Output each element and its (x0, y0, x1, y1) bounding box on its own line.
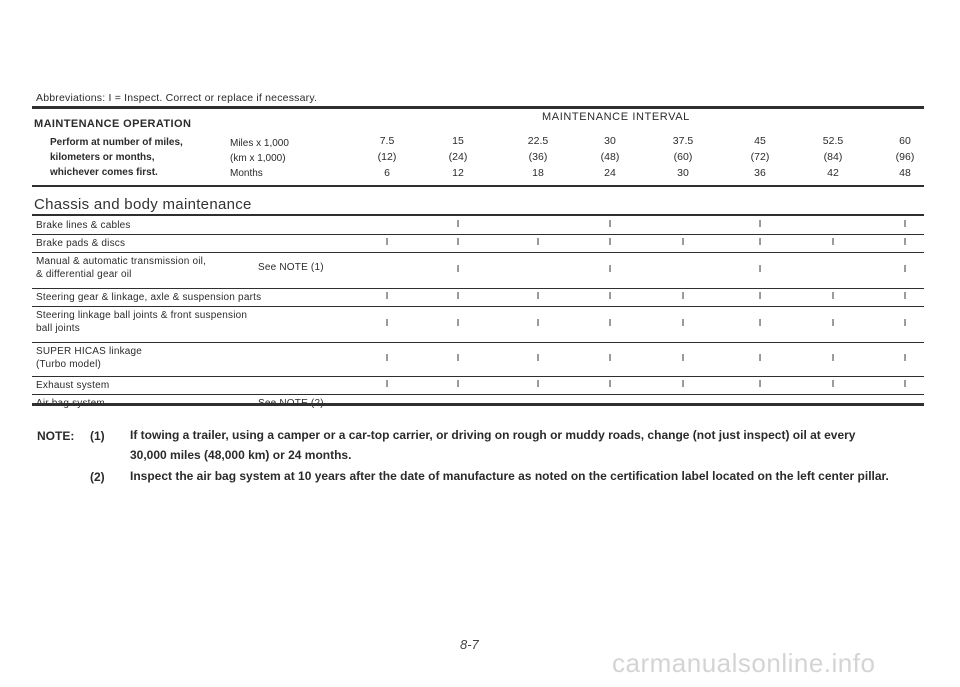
interval-months: 30 (677, 167, 689, 179)
inspect-mark: I (536, 379, 540, 390)
inspect-mark: I (456, 237, 460, 248)
row-divider (32, 306, 924, 307)
inspect-mark: I (758, 379, 762, 390)
perform-line: kilometers or months, (50, 152, 155, 163)
inspect-mark: I (608, 318, 612, 329)
inspect-mark: I (903, 353, 907, 364)
table-row-label (36, 255, 206, 281)
interval-months: 24 (604, 167, 616, 179)
inspect-mark: I (831, 291, 835, 302)
interval-months: 6 (384, 167, 390, 179)
inspect-mark: I (681, 379, 685, 390)
table-row-label (36, 309, 247, 335)
inspect-mark: I (681, 353, 685, 364)
interval-km: (84) (823, 151, 843, 163)
page-number: 8-7 (460, 637, 479, 652)
note-text: Inspect the air bag system at 10 years after the date of manufacture as noted on the certification label located on the left center pillar. (130, 469, 889, 483)
section-rule (32, 214, 924, 216)
interval-months: 36 (754, 167, 766, 179)
interval-miles: 52.5 (822, 135, 844, 147)
table-row-label (36, 219, 131, 232)
interval-km: (72) (750, 151, 770, 163)
section-title: Chassis and body maintenance (34, 196, 252, 213)
inspect-mark: I (608, 379, 612, 390)
row-label-line: & differential gear oil (36, 269, 132, 280)
unit-months: Months (230, 168, 263, 179)
inspect-mark: I (456, 318, 460, 329)
inspect-mark: I (385, 318, 389, 329)
interval-miles: 15 (452, 135, 464, 147)
inspect-mark: I (536, 318, 540, 329)
inspect-mark: I (456, 379, 460, 390)
row-divider (32, 342, 924, 343)
unit-miles: Miles x 1,000 (230, 138, 289, 149)
interval-miles: 60 (899, 135, 911, 147)
header-rule (32, 185, 924, 187)
interval-miles: 30 (604, 135, 616, 147)
abbreviations-legend: Abbreviations: I = Inspect. Correct or replace if necessary. (36, 92, 318, 104)
interval-months: 18 (532, 167, 544, 179)
interval-miles: 45 (754, 135, 766, 147)
inspect-mark: I (456, 219, 460, 230)
row-label-line: (Turbo model) (36, 359, 102, 370)
inspect-mark: I (831, 379, 835, 390)
inspect-mark: I (608, 219, 612, 230)
row-label-line: ball joints (36, 323, 80, 334)
interval-months: 48 (899, 167, 911, 179)
row-label-line: SUPER HICAS linkage (36, 346, 143, 357)
interval-column (875, 133, 935, 181)
inspect-mark: I (903, 264, 907, 275)
row-label-line: Brake lines & cables (36, 220, 131, 231)
row-divider (32, 252, 924, 253)
table-row-label (36, 379, 109, 392)
interval-months: 42 (827, 167, 839, 179)
inspect-mark: I (831, 353, 835, 364)
inspect-mark: I (903, 291, 907, 302)
bottom-rule (32, 403, 924, 406)
interval-column (357, 133, 417, 181)
inspect-mark: I (608, 264, 612, 275)
interval-miles: 37.5 (672, 135, 694, 147)
inspect-mark: I (385, 353, 389, 364)
row-label-line: Exhaust system (36, 380, 110, 391)
inspect-mark: I (903, 219, 907, 230)
inspect-mark: I (536, 291, 540, 302)
row-divider (32, 234, 924, 235)
top-rule (32, 106, 924, 109)
inspect-mark: I (385, 379, 389, 390)
perform-line: Perform at number of miles, (50, 137, 183, 148)
note-number: (1) (90, 429, 105, 443)
inspect-mark: I (681, 318, 685, 329)
row-note: See NOTE (1) (258, 262, 324, 273)
row-label-line: Steering linkage ball joints & front suspension (36, 310, 248, 321)
inspect-mark: I (385, 237, 389, 248)
inspect-mark: I (758, 219, 762, 230)
interval-column (428, 133, 488, 181)
inspect-mark: I (758, 237, 762, 248)
interval-column (508, 133, 568, 181)
inspect-mark: I (681, 237, 685, 248)
inspect-mark: I (758, 264, 762, 275)
interval-column (730, 133, 790, 181)
table-row-label (36, 345, 142, 371)
inspect-mark: I (903, 318, 907, 329)
inspect-mark: I (903, 237, 907, 248)
inspect-mark: I (456, 291, 460, 302)
interval-km: (36) (528, 151, 548, 163)
inspect-mark: I (758, 353, 762, 364)
inspect-mark: I (536, 237, 540, 248)
maintenance-interval-heading: MAINTENANCE INTERVAL (542, 111, 690, 123)
perform-line: whichever comes first. (50, 167, 158, 178)
note-text: If towing a trailer, using a camper or a car-top carrier, or driving on rough or muddy roads, change (not just inspect) oil at every 30,000 miles (48,000 km) or 24 months. (130, 428, 856, 462)
note-number: (2) (90, 470, 105, 484)
interval-column (653, 133, 713, 181)
inspect-mark: I (608, 291, 612, 302)
row-label-line: Steering gear & linkage, axle & suspension parts (36, 292, 262, 303)
note-label: NOTE: (37, 429, 75, 443)
inspect-mark: I (681, 291, 685, 302)
perform-at-text (50, 135, 183, 180)
unit-labels (230, 136, 289, 181)
interval-months: 12 (452, 167, 464, 179)
inspect-mark: I (831, 318, 835, 329)
inspect-mark: I (903, 379, 907, 390)
watermark: carmanualsonline.info (612, 648, 876, 678)
inspect-mark: I (831, 237, 835, 248)
interval-km: (96) (895, 151, 915, 163)
inspect-mark: I (608, 237, 612, 248)
interval-km: (24) (448, 151, 468, 163)
table-row-label (36, 291, 261, 304)
interval-km: (12) (377, 151, 397, 163)
interval-column (803, 133, 863, 181)
maintenance-operation-heading: MAINTENANCE OPERATION (34, 118, 192, 130)
interval-miles: 7.5 (379, 135, 395, 147)
inspect-mark: I (608, 353, 612, 364)
row-divider (32, 394, 924, 395)
row-label-line: Manual & automatic transmission oil, (36, 256, 207, 267)
interval-miles: 22.5 (527, 135, 549, 147)
inspect-mark: I (758, 318, 762, 329)
inspect-mark: I (385, 291, 389, 302)
table-row-label (36, 237, 125, 250)
interval-km: (48) (600, 151, 620, 163)
row-divider (32, 376, 924, 377)
inspect-mark: I (456, 353, 460, 364)
unit-km: (km x 1,000) (230, 153, 286, 164)
interval-column (580, 133, 640, 181)
row-label-line: Brake pads & discs (36, 238, 126, 249)
interval-km: (60) (673, 151, 693, 163)
inspect-mark: I (456, 264, 460, 275)
row-divider (32, 288, 924, 289)
inspect-mark: I (536, 353, 540, 364)
inspect-mark: I (758, 291, 762, 302)
